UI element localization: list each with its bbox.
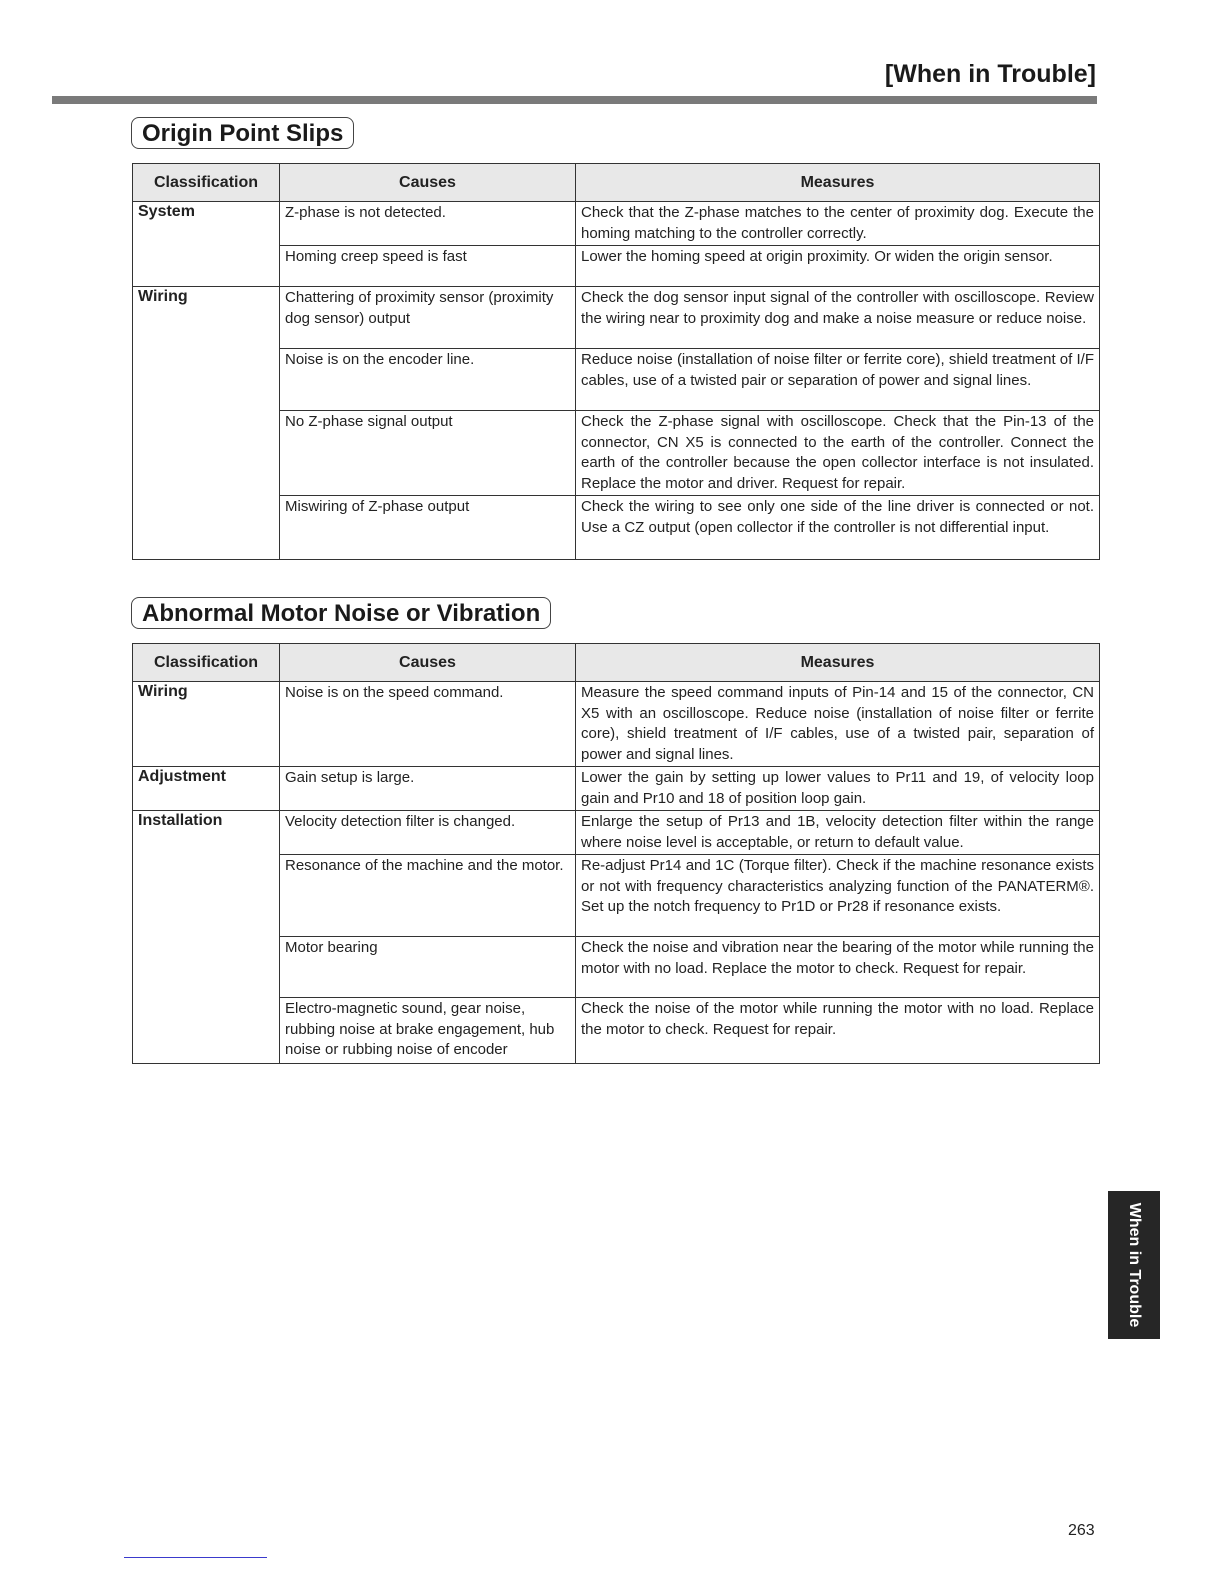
classification-cell — [133, 937, 280, 998]
classification-cell — [133, 855, 280, 937]
classification-cell — [133, 349, 280, 411]
table-row — [133, 246, 1100, 287]
classification-cell — [133, 411, 280, 496]
column-header-measures: Measures — [576, 644, 1100, 682]
measure-cell: Re-adjust Pr14 and 1C (Torque filter). Check if the machine resonance exists or not with frequency characteristics analyzing function of the PANATERM®. Set up the notch frequency to Pr1D or Pr28 if resonance exists. — [576, 855, 1100, 937]
table-header-row — [133, 644, 1100, 682]
measure-cell: Enlarge the setup of Pr13 and 1B, velocity detection filter within the range where noise level is acceptable, or return to default value. — [576, 811, 1100, 855]
page-header-title: [When in Trouble] — [884, 60, 1096, 88]
cause-cell: Chattering of proximity sensor (proximity dog sensor) output — [280, 287, 576, 349]
origin-point-slips-table — [132, 163, 1100, 560]
cause-cell: Velocity detection filter is changed. — [280, 811, 576, 855]
table-row — [133, 767, 1100, 811]
measure-cell: Reduce noise (installation of noise filter or ferrite core), shield treatment of I/F cables, use of a twisted pair or separation of power and signal lines. — [576, 349, 1100, 411]
column-header-classification: Classification — [133, 164, 280, 202]
header-rule — [52, 96, 1097, 104]
cause-cell: Z-phase is not detected. — [280, 202, 576, 246]
abnormal-motor-noise-table — [132, 643, 1100, 1064]
cause-cell: Motor bearing — [280, 937, 576, 998]
column-header-classification: Classification — [133, 644, 280, 682]
cause-cell: Homing creep speed is fast — [280, 246, 576, 287]
measure-cell: Check the wiring to see only one side of the line driver is connected or not. Use a CZ output (open collector if the controller is not differential input. — [576, 496, 1100, 560]
cause-cell: No Z-phase signal output — [280, 411, 576, 496]
measure-cell: Measure the speed command inputs of Pin-14 and 15 of the connector, CN X5 with an oscilloscope. Reduce noise (installation of noise filter or ferrite core), shield treatment of I/F cables, use of a twisted pair, separation of power and signal lines. — [576, 682, 1100, 767]
classification-cell: System — [133, 202, 280, 246]
classification-cell — [133, 246, 280, 287]
table-row — [133, 496, 1100, 560]
table-row — [133, 202, 1100, 246]
section-title-origin-point-slips: Origin Point Slips — [131, 117, 354, 149]
cause-cell: Noise is on the speed command. — [280, 682, 576, 767]
side-tab-label: When in Trouble — [1126, 1202, 1143, 1328]
table-row — [133, 349, 1100, 411]
table-row — [133, 937, 1100, 998]
side-tab — [1108, 1191, 1160, 1339]
table-row — [133, 411, 1100, 496]
table-header-row — [133, 164, 1100, 202]
table-row — [133, 855, 1100, 937]
table-row — [133, 811, 1100, 855]
column-header-causes: Causes — [280, 164, 576, 202]
table-row — [133, 287, 1100, 349]
measure-cell: Check the Z-phase signal with oscilloscope. Check that the Pin-13 of the connector, CN X5 is connected to the earth of the controller. Connect the earth of the controller because the open collector interface is not insulated. Replace the motor and driver. Request for repair. — [576, 411, 1100, 496]
classification-cell — [133, 998, 280, 1064]
measure-cell: Check that the Z-phase matches to the center of proximity dog. Execute the homing matching to the controller correctly. — [576, 202, 1100, 246]
footer-link-line — [124, 1557, 267, 1558]
column-header-measures: Measures — [576, 164, 1100, 202]
classification-cell: Wiring — [133, 682, 280, 767]
page-number: 263 — [1068, 1522, 1095, 1539]
classification-cell — [133, 496, 280, 560]
cause-cell: Gain setup is large. — [280, 767, 576, 811]
measure-cell: Lower the homing speed at origin proximity. Or widen the origin sensor. — [576, 246, 1100, 287]
section-title-abnormal-motor-noise: Abnormal Motor Noise or Vibration — [131, 597, 551, 629]
cause-cell: Electro-magnetic sound, gear noise, rubbing noise at brake engagement, hub noise or rubbing noise of encoder — [280, 998, 576, 1064]
cause-cell: Noise is on the encoder line. — [280, 349, 576, 411]
table-row — [133, 682, 1100, 767]
classification-cell: Adjustment — [133, 767, 280, 811]
classification-cell: Wiring — [133, 287, 280, 349]
measure-cell: Check the dog sensor input signal of the controller with oscilloscope. Review the wiring near to proximity dog and make a noise measure or reduce noise. — [576, 287, 1100, 349]
measure-cell: Check the noise and vibration near the bearing of the motor while running the motor with no load. Replace the motor to check. Request for repair. — [576, 937, 1100, 998]
measure-cell: Lower the gain by setting up lower values to Pr11 and 19, of velocity loop gain and Pr10 and 18 of position loop gain. — [576, 767, 1100, 811]
cause-cell: Miswiring of Z-phase output — [280, 496, 576, 560]
cause-cell: Resonance of the machine and the motor. — [280, 855, 576, 937]
column-header-causes: Causes — [280, 644, 576, 682]
classification-cell: Installation — [133, 811, 280, 855]
table-row — [133, 998, 1100, 1064]
measure-cell: Check the noise of the motor while running the motor with no load. Replace the motor to check. Request for repair. — [576, 998, 1100, 1064]
